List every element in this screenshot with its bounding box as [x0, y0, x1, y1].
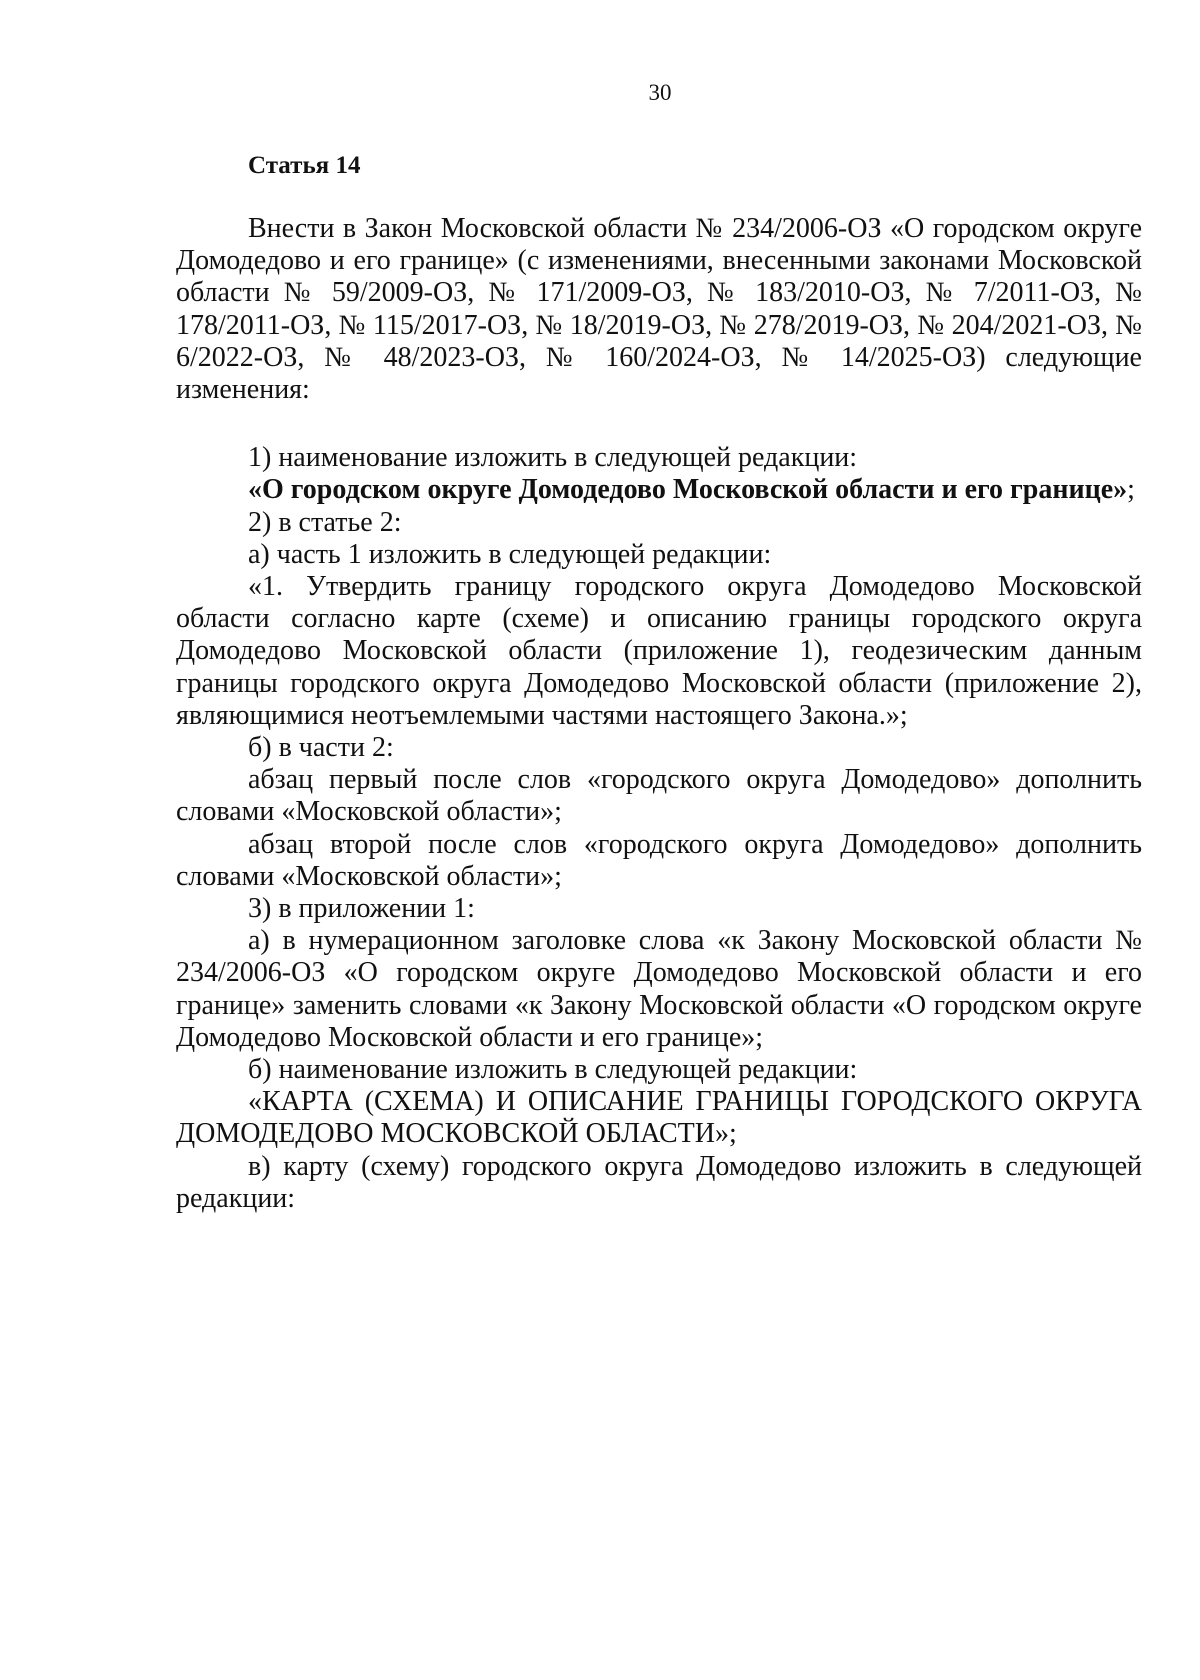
item-2: 2) в статье 2: — [248, 506, 402, 538]
item-3: 3) в приложении 1: — [248, 893, 475, 925]
item-1: 1) наименование изложить в следующей редакции: — [248, 442, 858, 474]
item-2b-paragraph-2: абзац второй после слов «городского округа Домодедово» дополнить словами «Московской области»; — [176, 828, 1142, 892]
intro-paragraph: Внести в Закон Московской области № 234/2006-ОЗ «О городском округе Домодедово и его границе» (с изменениями, внесенными законами Московской области № 59/2009-ОЗ, № 171/2009-ОЗ, № 183/2010-ОЗ, № 7/2011-ОЗ, № 178/2011-ОЗ, № 115/2017-ОЗ, № 18/2019-ОЗ, № 278/2019-ОЗ, № 204/2021-ОЗ, № 6/2022-ОЗ, № 48/2023-ОЗ, № 160/2024-ОЗ, № 14/2025-ОЗ) следующие изменения: — [176, 213, 1142, 406]
item-2a-text: «1. Утвердить границу городского округа Домодедово Московской области согласно карте (схеме) и описанию границы городского округа Домодедово Московской области (приложение 1), геодезическим данным границы городского округа Домодедово Московской области (приложение 2), являющимися неотъемлемыми частями настоящего Закона.»; — [176, 571, 1142, 731]
item-3a: а) в нумерационном заголовке слова «к Закону Московской области № 234/2006-ОЗ «О городском округе Домодедово Московской области и его границе» заменить словами «к Закону Московской области «О городском округе Домодедово Московской области и его границе»; — [176, 925, 1142, 1053]
page-number: 30 — [648, 80, 672, 105]
item-3v: в) карту (схему) городского округа Домодедово изложить в следующей редакции: — [176, 1150, 1142, 1214]
spacer — [176, 182, 1142, 213]
item-1-new-title-punct: ; — [1127, 474, 1135, 506]
item-1-new-title — [176, 474, 1142, 506]
item-2a: а) часть 1 изложить в следующей редакции: — [248, 538, 772, 570]
item-1-new-title-text: «О городском округе Домодедово Московской области и его границе» — [248, 474, 1128, 506]
document-body — [176, 150, 1142, 1215]
item-3b-text: «КАРТА (СХЕМА) И ОПИСАНИЕ ГРАНИЦЫ ГОРОДСКОГО ОКРУГА ДОМОДЕДОВО МОСКОВСКОЙ ОБЛАСТИ»; — [176, 1086, 1142, 1150]
spacer — [176, 406, 1142, 442]
article-title: Статья 14 — [248, 152, 361, 179]
item-2b: б) в части 2: — [248, 732, 394, 764]
item-3b: б) наименование изложить в следующей редакции: — [248, 1054, 858, 1086]
item-2b-paragraph-1: абзац первый после слов «городского округа Домодедово» дополнить словами «Московской области»; — [176, 764, 1142, 828]
